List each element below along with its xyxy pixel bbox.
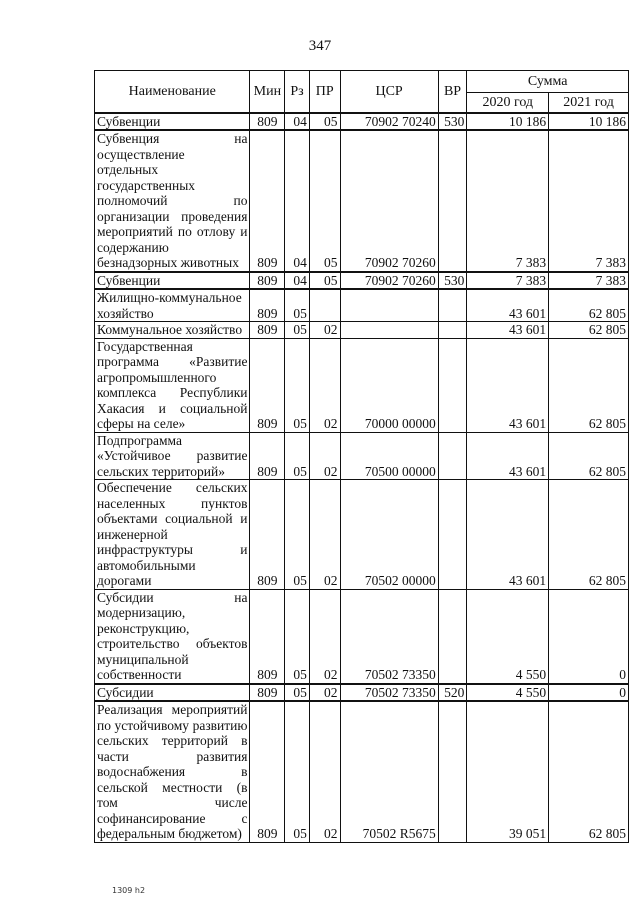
cell-2021: 62 805 xyxy=(549,289,629,322)
cell-csr: 70502 R5675 xyxy=(340,701,438,842)
cell-vr: 520 xyxy=(438,684,467,702)
cell-2021: 62 805 xyxy=(549,480,629,590)
cell-rz: 05 xyxy=(285,684,310,702)
cell-csr: 70902 70260 xyxy=(340,130,438,272)
cell-csr xyxy=(340,289,438,322)
cell-pr: 05 xyxy=(309,272,340,290)
cell-2021: 0 xyxy=(549,589,629,684)
cell-vr xyxy=(438,432,467,480)
cell-vr xyxy=(438,589,467,684)
cell-rz: 05 xyxy=(285,338,310,432)
cell-min: 809 xyxy=(250,589,285,684)
cell-2021: 62 805 xyxy=(549,322,629,339)
cell-csr: 70000 00000 xyxy=(340,338,438,432)
cell-min: 809 xyxy=(250,322,285,339)
table-row xyxy=(95,480,629,590)
cell-vr xyxy=(438,130,467,272)
cell-2020: 43 601 xyxy=(467,432,549,480)
table-body xyxy=(95,113,629,843)
table-row xyxy=(95,338,629,432)
cell-2020: 43 601 xyxy=(467,338,549,432)
cell-rz: 04 xyxy=(285,272,310,290)
header-year-2021: 2021 год xyxy=(549,93,629,113)
cell-pr xyxy=(309,289,340,322)
cell-name: Реализация мероприятий по устойчивому развитию сельских территорий в части развития водоснабжения в сельской местности (в том числе софинансирование с федеральным бюджетом) xyxy=(95,701,250,842)
cell-pr: 02 xyxy=(309,480,340,590)
cell-min: 809 xyxy=(250,338,285,432)
budget-table xyxy=(94,70,629,843)
cell-rz: 05 xyxy=(285,322,310,339)
cell-pr: 02 xyxy=(309,322,340,339)
table-header xyxy=(95,71,629,113)
cell-vr: 530 xyxy=(438,272,467,290)
cell-name: Государственная программа «Развитие агропромышленного комплекса Республики Хакасия и социальной сферы на селе» xyxy=(95,338,250,432)
cell-2021: 62 805 xyxy=(549,701,629,842)
cell-rz: 04 xyxy=(285,113,310,131)
cell-min: 809 xyxy=(250,701,285,842)
cell-pr: 02 xyxy=(309,684,340,702)
cell-2020: 7 383 xyxy=(467,130,549,272)
header-csr: ЦСР xyxy=(340,71,438,113)
footer-code: 1309 h2 xyxy=(112,886,146,895)
cell-csr: 70500 00000 xyxy=(340,432,438,480)
cell-name: Субсидии xyxy=(95,684,250,702)
cell-pr: 02 xyxy=(309,701,340,842)
cell-pr: 02 xyxy=(309,589,340,684)
table-row xyxy=(95,684,629,702)
cell-csr: 70502 73350 xyxy=(340,684,438,702)
cell-rz: 05 xyxy=(285,480,310,590)
cell-pr: 02 xyxy=(309,338,340,432)
cell-2020: 4 550 xyxy=(467,684,549,702)
table-row xyxy=(95,322,629,339)
cell-pr: 05 xyxy=(309,130,340,272)
cell-csr: 70502 00000 xyxy=(340,480,438,590)
cell-vr xyxy=(438,322,467,339)
cell-2021: 62 805 xyxy=(549,432,629,480)
cell-csr: 70502 73350 xyxy=(340,589,438,684)
cell-min: 809 xyxy=(250,113,285,131)
cell-vr: 530 xyxy=(438,113,467,131)
cell-min: 809 xyxy=(250,130,285,272)
cell-2020: 10 186 xyxy=(467,113,549,131)
cell-min: 809 xyxy=(250,684,285,702)
table-row xyxy=(95,113,629,131)
table-row xyxy=(95,289,629,322)
cell-2021: 7 383 xyxy=(549,272,629,290)
cell-name: Субвенции xyxy=(95,272,250,290)
cell-2020: 43 601 xyxy=(467,480,549,590)
cell-vr xyxy=(438,701,467,842)
page-number: 347 xyxy=(308,38,332,54)
cell-rz: 05 xyxy=(285,432,310,480)
cell-rz: 05 xyxy=(285,701,310,842)
table-row xyxy=(95,701,629,842)
cell-name: Обеспечение сельских населенных пунктов объектами социальной и инженерной инфраструктуры и автомобильными дорогами xyxy=(95,480,250,590)
cell-2021: 62 805 xyxy=(549,338,629,432)
cell-2021: 7 383 xyxy=(549,130,629,272)
table-row xyxy=(95,432,629,480)
cell-name: Подпрограмма «Устойчивое развитие сельских территорий» xyxy=(95,432,250,480)
header-pr: ПР xyxy=(309,71,340,113)
cell-pr: 05 xyxy=(309,113,340,131)
cell-2020: 4 550 xyxy=(467,589,549,684)
cell-2020: 7 383 xyxy=(467,272,549,290)
table-row xyxy=(95,589,629,684)
header-year-2020: 2020 год xyxy=(467,93,549,113)
cell-min: 809 xyxy=(250,480,285,590)
cell-name: Субсидии на модернизацию, реконструкцию, строительство объектов муниципальной собственности xyxy=(95,589,250,684)
header-rz: Рз xyxy=(285,71,310,113)
cell-min: 809 xyxy=(250,272,285,290)
cell-name: Жилищно-коммунальное хозяйство xyxy=(95,289,250,322)
cell-pr: 02 xyxy=(309,432,340,480)
cell-vr xyxy=(438,480,467,590)
cell-vr xyxy=(438,338,467,432)
cell-name: Коммунальное хозяйство xyxy=(95,322,250,339)
header-sum: Сумма xyxy=(467,71,629,93)
cell-csr: 70902 70240 xyxy=(340,113,438,131)
cell-name: Субвенция на осуществление отдельных государственных полномочий по организации проведения мероприятий по отлову и содержанию безнадзорных животных xyxy=(95,130,250,272)
cell-rz: 04 xyxy=(285,130,310,272)
cell-2020: 43 601 xyxy=(467,322,549,339)
cell-rz: 05 xyxy=(285,289,310,322)
cell-name: Субвенции xyxy=(95,113,250,131)
table-row xyxy=(95,130,629,272)
cell-rz: 05 xyxy=(285,589,310,684)
cell-2020: 39 051 xyxy=(467,701,549,842)
cell-csr: 70902 70260 xyxy=(340,272,438,290)
header-name: Наименование xyxy=(95,71,250,113)
header-vr: ВР xyxy=(438,71,467,113)
cell-2021: 10 186 xyxy=(549,113,629,131)
cell-vr xyxy=(438,289,467,322)
cell-min: 809 xyxy=(250,432,285,480)
cell-min: 809 xyxy=(250,289,285,322)
cell-2020: 43 601 xyxy=(467,289,549,322)
header-min: Мин xyxy=(250,71,285,113)
cell-2021: 0 xyxy=(549,684,629,702)
cell-csr xyxy=(340,322,438,339)
table-row xyxy=(95,272,629,290)
